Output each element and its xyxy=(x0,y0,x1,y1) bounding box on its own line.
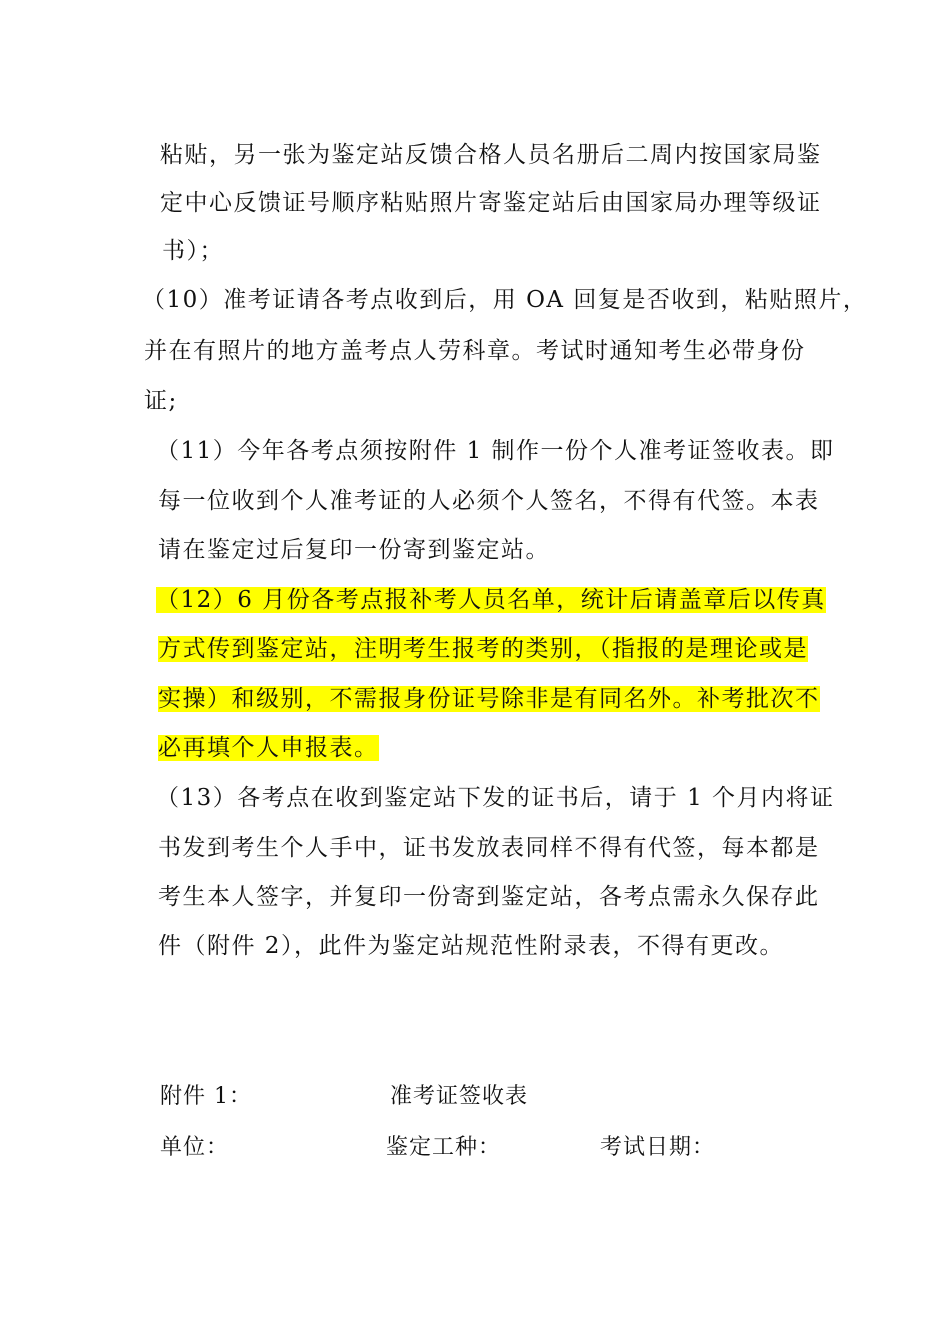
paragraph-10-line-1: （10）准考证请各考点收到后，用 OA 回复是否收到，粘贴照片， xyxy=(142,287,868,313)
trade-label: 鉴定工种： xyxy=(386,1135,502,1160)
paragraph-12-line-3 xyxy=(158,682,820,716)
paragraph-9-line-3: 书）； xyxy=(162,238,224,264)
highlighted-text: 方式传到鉴定站，注明考生报考的类别，（指报的是理论或是 xyxy=(158,636,808,662)
appendix-label: 附件 1： xyxy=(160,1084,252,1109)
paragraph-13-line-2: 书发到考生个人手中，证书发放表同样不得有代签，每本都是 xyxy=(158,835,820,861)
highlighted-text: 实操）和级别，不需报身份证号除非是有同名外。补考批次不 xyxy=(158,686,820,712)
paragraph-13-line-1: （13）各考点在收到鉴定站下发的证书后，请于 1 个月内将证 xyxy=(156,785,835,811)
highlighted-text: （12）6 月份各考点报补考人员名单，统计后请盖章后以传真 xyxy=(156,587,826,613)
paragraph-12-line-1 xyxy=(156,583,826,617)
paragraph-11-line-1: （11）今年各考点须按附件 1 制作一份个人准考证签收表。即 xyxy=(156,438,835,464)
paragraph-11-line-3: 请在鉴定过后复印一份寄到鉴定站。 xyxy=(158,537,550,563)
appendix-title: 准考证签收表 xyxy=(390,1084,529,1109)
unit-label: 单位： xyxy=(160,1135,230,1160)
paragraph-10-line-2: 并在有照片的地方盖考点人劳科章。考试时通知考生必带身份 xyxy=(144,338,806,364)
paragraph-9-line-1: 粘贴，另一张为鉴定站反馈合格人员名册后二周内按国家局鉴 xyxy=(160,142,822,168)
exam-date-label: 考试日期： xyxy=(600,1135,716,1160)
paragraph-11-line-2: 每一位收到个人准考证的人必须个人签名，不得有代签。本表 xyxy=(158,488,820,514)
highlighted-text: 必再填个人申报表。 xyxy=(158,735,379,761)
paragraph-12-line-2 xyxy=(158,632,808,666)
paragraph-9-line-2: 定中心反馈证号顺序粘贴照片寄鉴定站后由国家局办理等级证 xyxy=(160,190,822,216)
paragraph-13-line-4: 件（附件 2），此件为鉴定站规范性附录表，不得有更改。 xyxy=(158,933,784,959)
paragraph-12-line-4 xyxy=(158,731,379,765)
paragraph-10-line-3: 证; xyxy=(144,388,178,414)
paragraph-13-line-3: 考生本人签字，并复印一份寄到鉴定站，各考点需永久保存此 xyxy=(158,884,820,910)
